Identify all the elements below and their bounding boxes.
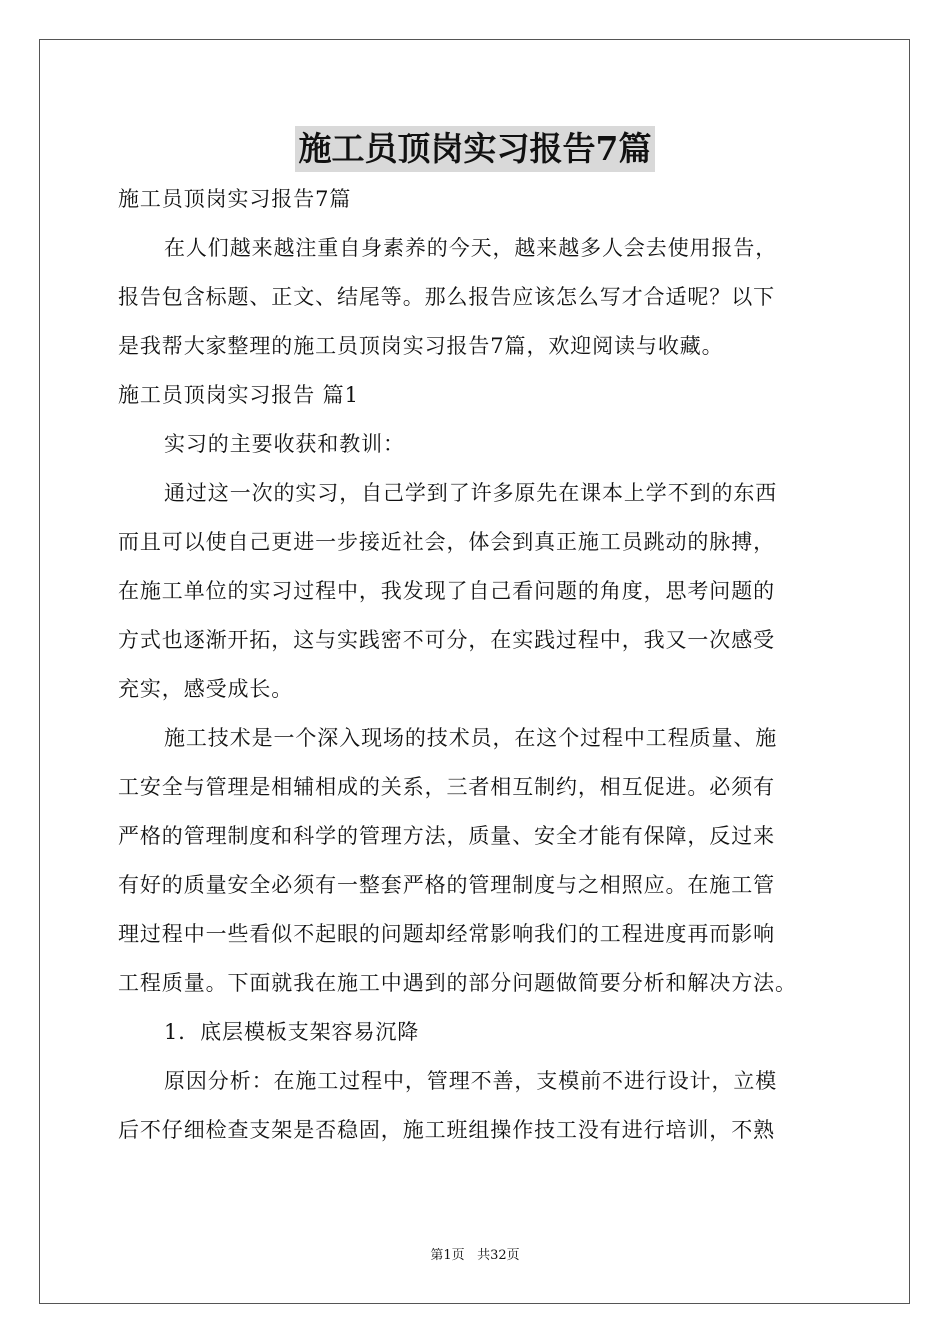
page-total: 共32页 (477, 1248, 520, 1263)
body-line: 工程质量。下面就我在施工中遇到的部分问题做简要分析和解决方法。 (118, 971, 797, 995)
document-title: 施工员顶岗实习报告7篇 (295, 126, 656, 172)
body-line: 工安全与管理是相辅相成的关系，三者相互制约，相互促进。必须有 (118, 775, 775, 799)
body-line: 方式也逐渐开拓，这与实践密不可分，在实践过程中，我又一次感受 (118, 628, 775, 652)
body-line: 实习的主要收获和教训： (164, 432, 405, 456)
page-number: 第1页 (430, 1248, 465, 1263)
title-container (0, 126, 950, 172)
body-line: 充实，感受成长。 (118, 677, 294, 701)
document-body (118, 175, 838, 1155)
body-line: 在施工单位的实习过程中，我发现了自己看问题的角度，思考问题的 (118, 579, 775, 603)
body-line: 理过程中一些看似不起眼的问题却经常影响我们的工程进度再而影响 (118, 922, 775, 946)
body-line: 是我帮大家整理的施工员顶岗实习报告7篇，欢迎阅读与收藏。 (118, 334, 724, 358)
section-heading: 施工员顶岗实习报告 篇1 (118, 383, 359, 407)
body-line: 施工员顶岗实习报告7篇 (118, 187, 352, 211)
list-item-heading: 1．底层模板支架容易沉降 (164, 1020, 420, 1044)
page-footer (0, 1246, 950, 1266)
body-line: 原因分析：在施工过程中，管理不善，支模前不进行设计，立模 (164, 1069, 778, 1093)
body-line: 报告包含标题、正文、结尾等。那么报告应该怎么写才合适呢？以下 (118, 285, 775, 309)
body-line: 而且可以使自己更进一步接近社会，体会到真正施工员跳动的脉搏， (118, 530, 775, 554)
body-line: 通过这一次的实习，自己学到了许多原先在课本上学不到的东西 (164, 481, 778, 505)
body-line: 后不仔细检查支架是否稳固，施工班组操作技工没有进行培训，不熟 (118, 1118, 775, 1142)
body-line: 严格的管理制度和科学的管理方法，质量、安全才能有保障，反过来 (118, 824, 775, 848)
body-line: 施工技术是一个深入现场的技术员，在这个过程中工程质量、施 (164, 726, 778, 750)
body-line: 在人们越来越注重自身素养的今天，越来越多人会去使用报告， (164, 236, 778, 260)
body-line: 有好的质量安全必须有一整套严格的管理制度与之相照应。在施工管 (118, 873, 775, 897)
